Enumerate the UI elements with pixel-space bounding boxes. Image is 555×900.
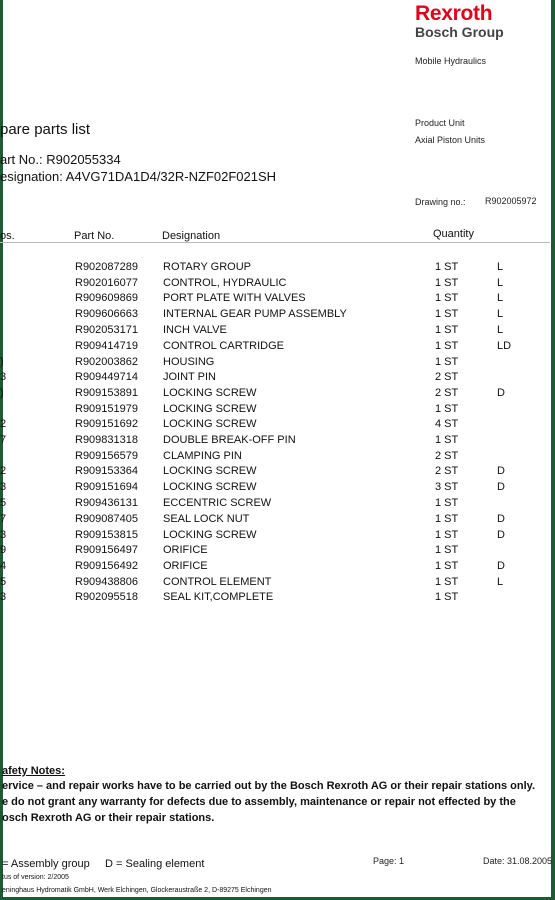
table-row	[0, 481, 550, 497]
table-row	[0, 277, 550, 293]
row-note: D	[497, 465, 505, 477]
row-part-no: R909831318	[75, 434, 139, 446]
page-number: Page: 1	[373, 856, 405, 866]
row-part-no: R909151694	[75, 481, 139, 493]
safety-heading: afety Notes:	[2, 765, 65, 777]
row-part-no: R909449714	[75, 371, 139, 383]
row-note: L	[497, 324, 504, 336]
row-part-no: R909151692	[75, 418, 139, 430]
group-name: Bosch Group	[415, 24, 504, 40]
row-note: D	[497, 529, 505, 541]
column-header-part: Part No.	[74, 230, 115, 242]
row-pos: )	[0, 356, 4, 368]
row-quantity: 3 ST	[435, 481, 459, 493]
table-row	[0, 340, 550, 356]
row-pos: 3	[0, 591, 7, 603]
row-quantity: 2 ST	[435, 450, 459, 462]
row-designation: ROTARY GROUP	[163, 261, 252, 273]
row-designation: CONTROL CARTRIDGE	[163, 340, 285, 352]
row-quantity: 1 ST	[435, 277, 459, 289]
row-designation: LOCKING SCREW	[163, 387, 257, 399]
print-date: Date: 31.08.2005	[483, 856, 553, 866]
table-row	[0, 387, 550, 403]
table-row	[0, 560, 550, 576]
row-part-no: R909156492	[75, 560, 139, 572]
row-quantity: 1 ST	[435, 308, 459, 320]
row-designation: INTERNAL GEAR PUMP ASSEMBLY	[163, 308, 347, 320]
row-note: D	[497, 513, 505, 525]
row-designation: DOUBLE BREAK-OFF PIN	[163, 434, 296, 446]
row-quantity: 1 ST	[435, 513, 459, 525]
row-quantity: 1 ST	[435, 591, 459, 603]
row-note: L	[497, 261, 504, 273]
table-row	[0, 403, 550, 419]
row-designation: LOCKING SCREW	[163, 529, 257, 541]
row-quantity: 1 ST	[435, 324, 459, 336]
row-quantity: 4 ST	[435, 418, 459, 430]
row-note: LD	[497, 340, 512, 352]
column-header-pos: os.	[0, 230, 15, 242]
table-row	[0, 450, 550, 466]
table-row	[0, 544, 550, 560]
version-status: tus of version: 2/2005	[2, 874, 69, 881]
company-address: eninghaus Hydromatik GmbH, Werk Elchingen, Glockeraustraße 2, D-89275 Elchingen	[2, 887, 272, 894]
row-designation: ORIFICE	[163, 560, 208, 572]
row-quantity: 1 ST	[435, 576, 459, 588]
row-designation: JOINT PIN	[163, 371, 216, 383]
row-part-no: R909609869	[75, 292, 139, 304]
table-row	[0, 513, 550, 529]
table-row	[0, 261, 550, 277]
row-part-no: R902016077	[75, 277, 139, 289]
safety-line-3: osch Rexroth AG or their repair stations.	[2, 812, 215, 824]
row-note: D	[497, 387, 505, 399]
row-pos: 9	[0, 544, 7, 556]
table-row	[0, 324, 550, 340]
row-part-no: R909606663	[75, 308, 139, 320]
part-number: art No.: R902055334	[0, 152, 121, 167]
row-note: L	[497, 576, 504, 588]
row-designation: SEAL KIT,COMPLETE	[163, 591, 274, 603]
row-note: L	[497, 308, 504, 320]
row-pos: 2	[0, 418, 7, 430]
table-row	[0, 529, 550, 545]
column-header-designation: Designation	[162, 230, 221, 242]
table-row	[0, 576, 550, 592]
row-designation: ECCENTRIC SCREW	[163, 497, 272, 509]
table-row	[0, 292, 550, 308]
designation: esignation: A4VG71DA1D4/32R-NZF02F021SH	[0, 169, 277, 184]
drawing-number: R902005972	[485, 196, 537, 206]
row-pos: 3	[0, 481, 7, 493]
table-row	[0, 434, 550, 450]
row-quantity: 1 ST	[435, 544, 459, 556]
row-quantity: 2 ST	[435, 371, 459, 383]
row-designation: ORIFICE	[163, 544, 208, 556]
row-part-no: R902087289	[75, 261, 139, 273]
row-pos: )	[0, 387, 4, 399]
row-note: L	[497, 292, 504, 304]
row-quantity: 1 ST	[435, 340, 459, 352]
row-pos: 7	[0, 513, 7, 525]
table-row	[0, 308, 550, 324]
row-quantity: 1 ST	[435, 403, 459, 415]
table-row	[0, 465, 550, 481]
table-row	[0, 497, 550, 513]
row-designation: SEAL LOCK NUT	[163, 513, 250, 525]
row-part-no: R909438806	[75, 576, 139, 588]
row-part-no: R909156497	[75, 544, 139, 556]
row-part-no: R902053171	[75, 324, 139, 336]
safety-line-1: ervice – and repair works have to be carried out by the Bosch Rexroth AG or their repair stations only.	[2, 780, 536, 792]
row-quantity: 1 ST	[435, 434, 459, 446]
row-designation: LOCKING SCREW	[163, 418, 257, 430]
table-row	[0, 356, 550, 372]
safety-line-2: e do not grant any warranty for defects due to assembly, maintenance or repair not effected by the	[2, 796, 516, 808]
row-designation: HOUSING	[163, 356, 215, 368]
header-rule	[0, 242, 550, 243]
row-part-no: R909151979	[75, 403, 139, 415]
legend: = Assembly group D = Sealing element	[2, 858, 205, 870]
product-unit-label: Product Unit	[415, 118, 465, 128]
row-pos: 5	[0, 576, 7, 588]
table-row	[0, 418, 550, 434]
row-designation: CONTROL ELEMENT	[163, 576, 272, 588]
document-title: pare parts list	[0, 121, 91, 138]
row-designation: INCH VALVE	[163, 324, 227, 336]
row-note: L	[497, 277, 504, 289]
right-scan-edge	[551, 0, 555, 900]
row-part-no: R909153364	[75, 465, 139, 477]
row-part-no: R909153891	[75, 387, 139, 399]
row-pos: 3	[0, 371, 7, 383]
row-pos: 2	[0, 465, 7, 477]
row-designation: PORT PLATE WITH VALVES	[163, 292, 306, 304]
row-pos: 5	[0, 497, 7, 509]
drawing-label: Drawing no.:	[415, 197, 466, 207]
product-unit-value: Axial Piston Units	[415, 135, 486, 145]
row-quantity: 1 ST	[435, 292, 459, 304]
table-row	[0, 591, 550, 607]
row-designation: LOCKING SCREW	[163, 465, 257, 477]
row-part-no: R902003862	[75, 356, 139, 368]
row-part-no: R902095518	[75, 591, 139, 603]
row-pos: 3	[0, 529, 7, 541]
row-quantity: 1 ST	[435, 497, 459, 509]
row-pos: 7	[0, 434, 7, 446]
row-designation: LOCKING SCREW	[163, 481, 257, 493]
brand-logo: Rexroth	[415, 2, 493, 25]
column-header-quantity: Quantity	[433, 228, 474, 240]
row-part-no: R909436131	[75, 497, 139, 509]
row-quantity: 1 ST	[435, 560, 459, 572]
row-part-no: R909414719	[75, 340, 139, 352]
row-designation: CLAMPING PIN	[163, 450, 242, 462]
row-quantity: 1 ST	[435, 261, 459, 273]
row-part-no: R909153815	[75, 529, 139, 541]
row-part-no: R909156579	[75, 450, 139, 462]
row-pos: 4	[0, 560, 7, 572]
row-quantity: 2 ST	[435, 387, 459, 399]
division-label: Mobile Hydraulics	[415, 56, 487, 66]
row-quantity: 1 ST	[435, 529, 459, 541]
row-designation: CONTROL, HYDRAULIC	[163, 277, 287, 289]
table-row	[0, 371, 550, 387]
row-quantity: 2 ST	[435, 465, 459, 477]
row-part-no: R909087405	[75, 513, 139, 525]
row-note: D	[497, 481, 505, 493]
row-note: D	[497, 560, 505, 572]
row-quantity: 1 ST	[435, 356, 459, 368]
row-designation: LOCKING SCREW	[163, 403, 257, 415]
